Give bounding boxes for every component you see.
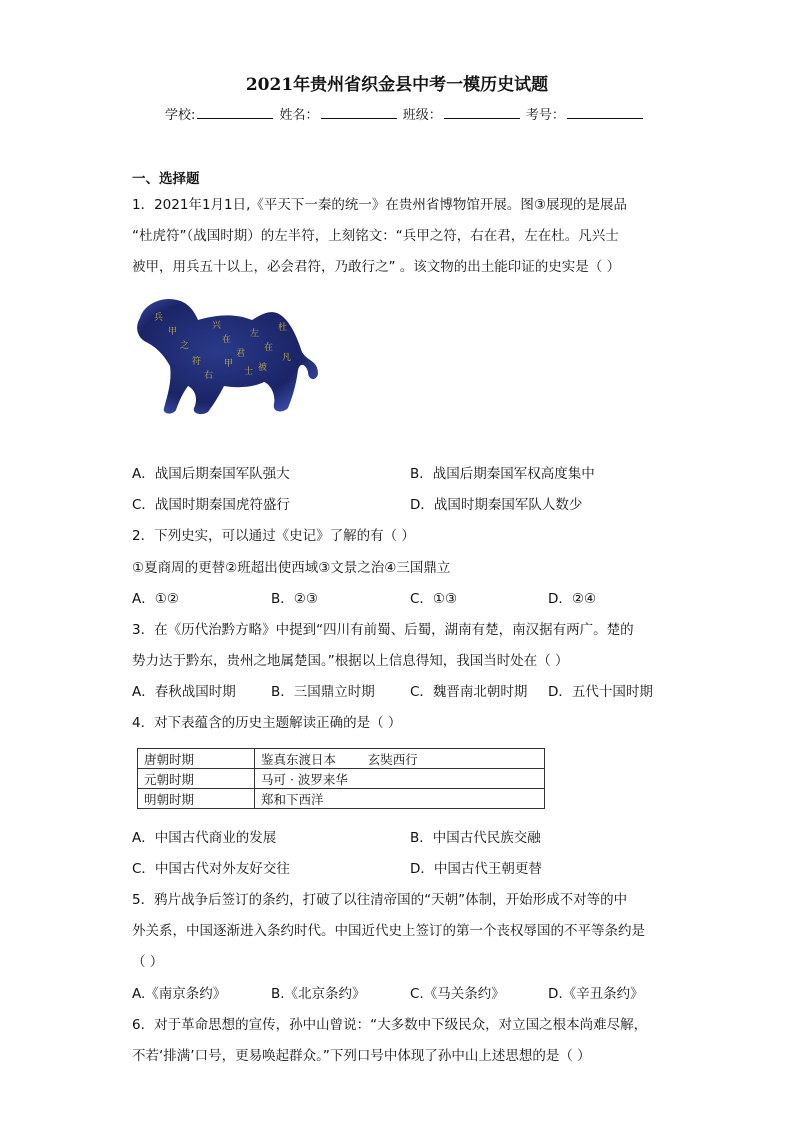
school-blank[interactable] [197, 106, 273, 119]
q1-option-d[interactable]: D．战国时期秦国军队人数少 [410, 497, 583, 513]
table-row [138, 769, 545, 789]
q4-option-d[interactable]: D．中国古代王朝更替 [410, 861, 542, 877]
svg-text:右: 右 [204, 371, 214, 381]
q5-option-c[interactable]: C.《马关条约》 [410, 986, 505, 1002]
q2-option-d[interactable]: D．②④ [548, 591, 597, 607]
q6-line-1: 6．对于革命思想的宣传，孙中山曾说：“大多数中下级民众，对立国之根本尚难尽解， [132, 1017, 648, 1033]
q3-option-c[interactable]: C．魏晋南北朝时期 [410, 684, 528, 700]
svg-text:之: 之 [180, 341, 190, 351]
q3-option-b[interactable]: B．三国鼎立时期 [271, 684, 375, 700]
class-label: 班级： [402, 108, 442, 123]
table-row [138, 749, 545, 769]
number-label: 考号： [525, 108, 565, 123]
svg-text:兵: 兵 [154, 313, 164, 323]
q2-line-1: 2．下列史实，可以通过《史记》了解的有（ ） [132, 528, 415, 544]
svg-text:被: 被 [258, 363, 268, 373]
q5-option-a[interactable]: A.《南京条约》 [132, 986, 227, 1002]
table-cell-period: 明朝时期 [138, 789, 255, 809]
q1-line-3: 被甲，用兵五十以上，必会君符，乃敢行之” 。该文物的出土能印证的史实是（ ） [132, 259, 621, 275]
q5-option-d[interactable]: D.《辛丑条约》 [548, 986, 644, 1002]
q2-option-c[interactable]: C．①③ [410, 591, 458, 607]
table-cell-event: 鉴真东渡日本 玄奘西行 [255, 749, 545, 769]
tiger-tally-image [132, 290, 322, 420]
svg-text:在: 在 [222, 335, 232, 345]
q5-line-3: （ ） [132, 954, 164, 970]
svg-text:甲: 甲 [168, 327, 178, 337]
school-label: 学校: [165, 108, 196, 123]
svg-text:兴: 兴 [212, 321, 222, 331]
q5-line-1: 5．鸦片战争后签订的条约，打破了以往清帝国的“天朝”体制，开始形成不对等的中 [132, 892, 628, 908]
q4-option-a[interactable]: A．中国古代商业的发展 [132, 830, 277, 846]
number-blank[interactable] [567, 106, 643, 119]
svg-text:士: 士 [244, 367, 254, 377]
table-cell-event: 郑和下西洋 [255, 789, 545, 809]
student-info-row [165, 104, 645, 123]
svg-text:君: 君 [236, 349, 246, 359]
q2-line-2: ①夏商周的更替②班超出使西域③文景之治④三国鼎立 [132, 560, 451, 576]
q3-option-a[interactable]: A．春秋战国时期 [132, 684, 236, 700]
q6-line-2: 不若‘排满’口号，更易唤起群众。”下列口号中体现了孙中山上述思想的是（ ） [132, 1048, 591, 1064]
svg-text:甲: 甲 [224, 359, 234, 369]
table-row [138, 789, 545, 809]
name-blank[interactable] [321, 106, 397, 119]
name-label: 姓名： [279, 108, 319, 123]
exam-title: 2021年贵州省织金县中考一模历史试题 [245, 75, 549, 95]
q3-line-1: 3．在《历代治黔方略》中提到“四川有前蜀、后蜀，湖南有楚，南汉据有两广。楚的 [132, 622, 634, 638]
q4-table [137, 748, 545, 809]
class-blank[interactable] [444, 106, 520, 119]
q2-option-a[interactable]: A．①② [132, 591, 179, 607]
table-cell-period: 元朝时期 [138, 769, 255, 789]
q4-option-b[interactable]: B．中国古代民族交融 [410, 830, 541, 846]
svg-text:符: 符 [192, 357, 202, 367]
table-cell-period: 唐朝时期 [138, 749, 255, 769]
q4-option-c[interactable]: C．中国古代对外友好交往 [132, 861, 290, 877]
svg-text:左: 左 [250, 329, 260, 339]
svg-text:在: 在 [264, 343, 274, 353]
q2-option-b[interactable]: B．②③ [271, 591, 318, 607]
svg-text:凡: 凡 [282, 353, 292, 363]
q5-option-b[interactable]: B.《北京条约》 [271, 986, 366, 1002]
q5-line-2: 外关系，中国逐渐进入条约时代。中国近代史上签订的第一个丧权辱国的不平等条约是 [132, 923, 645, 939]
q1-line-2: “杜虎符”（战国时期）的左半符，上刻铭文：“兵甲之符，右在君，左在杜。凡兴士 [132, 228, 619, 244]
q3-option-d[interactable]: D．五代十国时期 [548, 684, 653, 700]
q1-option-c[interactable]: C．战国时期秦国虎符盛行 [132, 497, 290, 513]
table-cell-event: 马可 · 波罗来华 [255, 769, 545, 789]
svg-text:杜: 杜 [278, 323, 288, 333]
q1-line-1: 1．2021年1月1日,《平天下一秦的统一》在贵州省博物馆开展。图③展现的是展品 [132, 197, 628, 213]
q4-line-1: 4．对下表蕴含的历史主题解读正确的是（ ） [132, 715, 402, 731]
section-heading: 一、选择题 [132, 171, 200, 187]
q1-option-a[interactable]: A．战国后期秦国军队强大 [132, 466, 290, 482]
q3-line-2: 势力达于黔东，贵州之地属楚国。”根据以上信息得知，我国当时处在（ ） [132, 653, 569, 669]
q1-option-b[interactable]: B．战国后期秦国军权高度集中 [410, 466, 595, 482]
